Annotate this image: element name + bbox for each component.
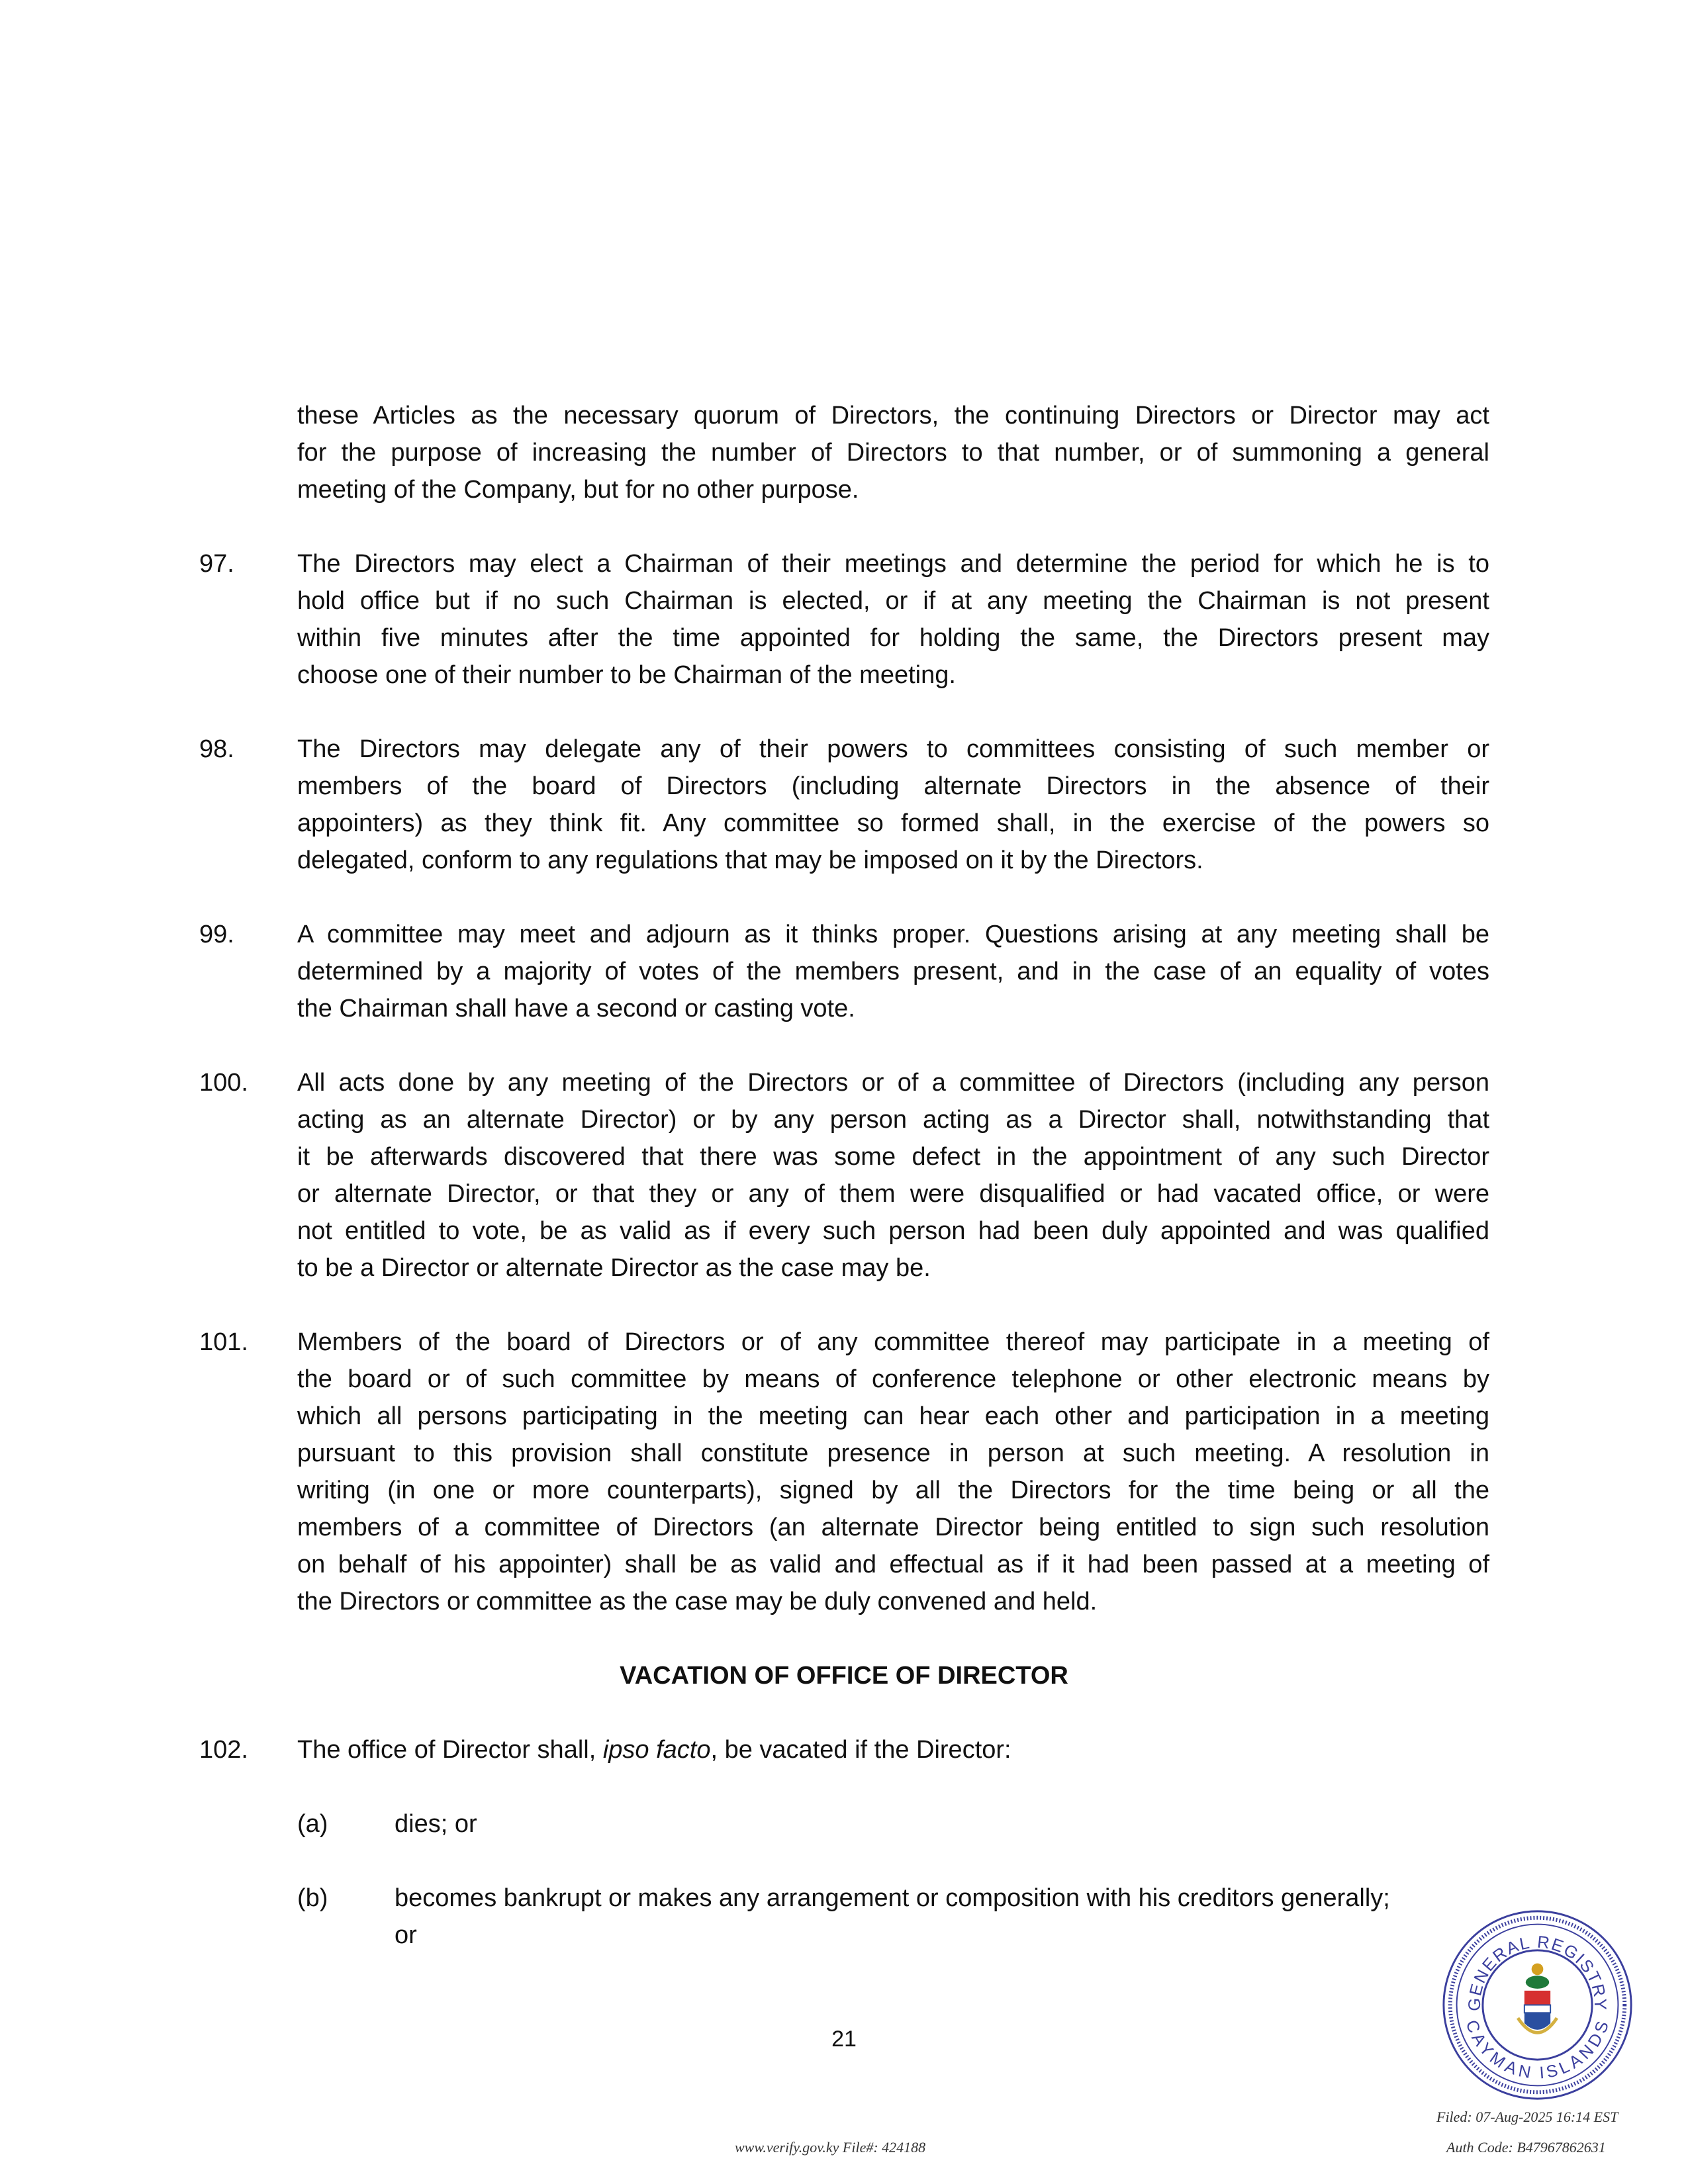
paragraph-line: the Chairman shall have a second or casting vote. xyxy=(297,995,855,1023)
auth-code: Auth Code: B47967862631 xyxy=(1446,2139,1606,2156)
seal-bottom-text: CAYMAN ISLANDS xyxy=(1462,2017,1613,2083)
paragraph-102 xyxy=(0,1731,1688,1768)
subitem-label: (b) xyxy=(297,1884,328,1912)
paragraph-line: to be a Director or alternate Director as the case may be. xyxy=(297,1254,931,1282)
paragraph-line: choose one of their number to be Chairman of the meeting. xyxy=(297,661,956,689)
paragraph-line: not entitled to vote, be as valid as if every such person had been duly appointed and was qualified xyxy=(297,1217,1489,1245)
paragraph-line: All acts done by any meeting of the Directors or of a committee of Directors (including any person xyxy=(297,1069,1489,1097)
paragraph-line: on behalf of his appointer) shall be as valid and effectual as if it had been passed at a meeting of xyxy=(297,1551,1489,1578)
paragraph-101 xyxy=(0,1324,1688,1620)
paragraph-number: 97. xyxy=(199,550,234,578)
paragraph-line: which all persons participating in the meeting can hear each other and participation in a meeting xyxy=(297,1402,1489,1430)
paragraph-line: it be afterwards discovered that there was some defect in the appointment of any such Director xyxy=(297,1143,1489,1171)
paragraph-line: A committee may meet and adjourn as it thinks proper. Questions arising at any meeting shall be xyxy=(297,921,1489,948)
section-heading: VACATION OF OFFICE OF DIRECTOR xyxy=(620,1662,1068,1690)
paragraph-line: becomes bankrupt or makes any arrangement or composition with his creditors generally; xyxy=(395,1884,1390,1912)
paragraph-line: Members of the board of Directors or of any committee thereof may participate in a meeting of xyxy=(297,1328,1489,1356)
paragraph-line: writing (in one or more counterparts), signed by all the Directors for the time being or all the xyxy=(297,1477,1489,1504)
subitem xyxy=(0,1805,1688,1843)
paragraph-number: 99. xyxy=(199,921,234,948)
paragraph-line: members of the board of Directors (including alternate Directors in the absence of their xyxy=(297,772,1489,800)
document-body xyxy=(0,397,1688,1991)
paragraph-line: acting as an alternate Director) or by any person acting as a Director shall, notwithstanding that xyxy=(297,1106,1489,1134)
subitem xyxy=(0,1880,1688,1954)
paragraph-line: determined by a majority of votes of the members present, and in the case of an equality of votes xyxy=(297,958,1489,985)
paragraph-98 xyxy=(0,731,1688,879)
filed-date: Filed: 07-Aug-2025 16:14 EST xyxy=(1436,2109,1618,2125)
paragraph-line: or xyxy=(395,1921,417,1949)
paragraph-number: 101. xyxy=(199,1328,248,1356)
paragraph-line: The Directors may delegate any of their powers to committees consisting of such member or xyxy=(297,735,1489,763)
paragraph-line: hold office but if no such Chairman is elected, or if at any meeting the Chairman is not present xyxy=(297,587,1489,615)
paragraph-line: for the purpose of increasing the number of Directors to that number, or of summoning a general xyxy=(297,439,1489,467)
page-number: 21 xyxy=(831,2026,857,2052)
intro-paragraph xyxy=(0,397,1688,508)
paragraph-number: 98. xyxy=(199,735,234,763)
paragraph-line: within five minutes after the time appointed for holding the same, the Directors present may xyxy=(297,624,1489,652)
coat-of-arms-icon xyxy=(1518,1964,1557,2033)
seal-top-text: GENERAL REGISTRY xyxy=(1465,1933,1610,2011)
paragraph-line: the Directors or committee as the case may be duly convened and held. xyxy=(297,1588,1098,1615)
paragraph-line: The office of Director shall, ipso facto, be vacated if the Director: xyxy=(297,1736,1011,1764)
paragraph-line: pursuant to this provision shall constitute presence in person at such meeting. A resolution in xyxy=(297,1439,1489,1467)
paragraph-100 xyxy=(0,1064,1688,1287)
paragraph-line: members of a committee of Directors (an alternate Director being entitled to sign such resolution xyxy=(297,1514,1489,1541)
paragraph-line: meeting of the Company, but for no other purpose. xyxy=(297,476,859,504)
paragraph-97 xyxy=(0,545,1688,694)
paragraph-99 xyxy=(0,916,1688,1027)
paragraph-line: the board or of such committee by means of conference telephone or other electronic means by xyxy=(297,1365,1489,1393)
general-registry-seal xyxy=(1440,1907,1635,2103)
paragraph-number: 100. xyxy=(199,1069,248,1097)
paragraph-line: The Directors may elect a Chairman of their meetings and determine the period for which he is to xyxy=(297,550,1489,578)
verify-footer: www.verify.gov.ky File#: 424188 xyxy=(735,2139,926,2156)
paragraph-line: these Articles as the necessary quorum of Directors, the continuing Directors or Director may act xyxy=(297,402,1489,430)
paragraph-line: delegated, conform to any regulations that may be imposed on it by the Directors. xyxy=(297,846,1203,874)
paragraph-number: 102. xyxy=(199,1736,248,1764)
subitem-label: (a) xyxy=(297,1810,328,1838)
paragraph-line: or alternate Director, or that they or any of them were disqualified or had vacated office, or were xyxy=(297,1180,1489,1208)
paragraph-line: appointers) as they think fit. Any committee so formed shall, in the exercise of the powers so xyxy=(297,809,1489,837)
paragraph-line: dies; or xyxy=(395,1810,477,1838)
